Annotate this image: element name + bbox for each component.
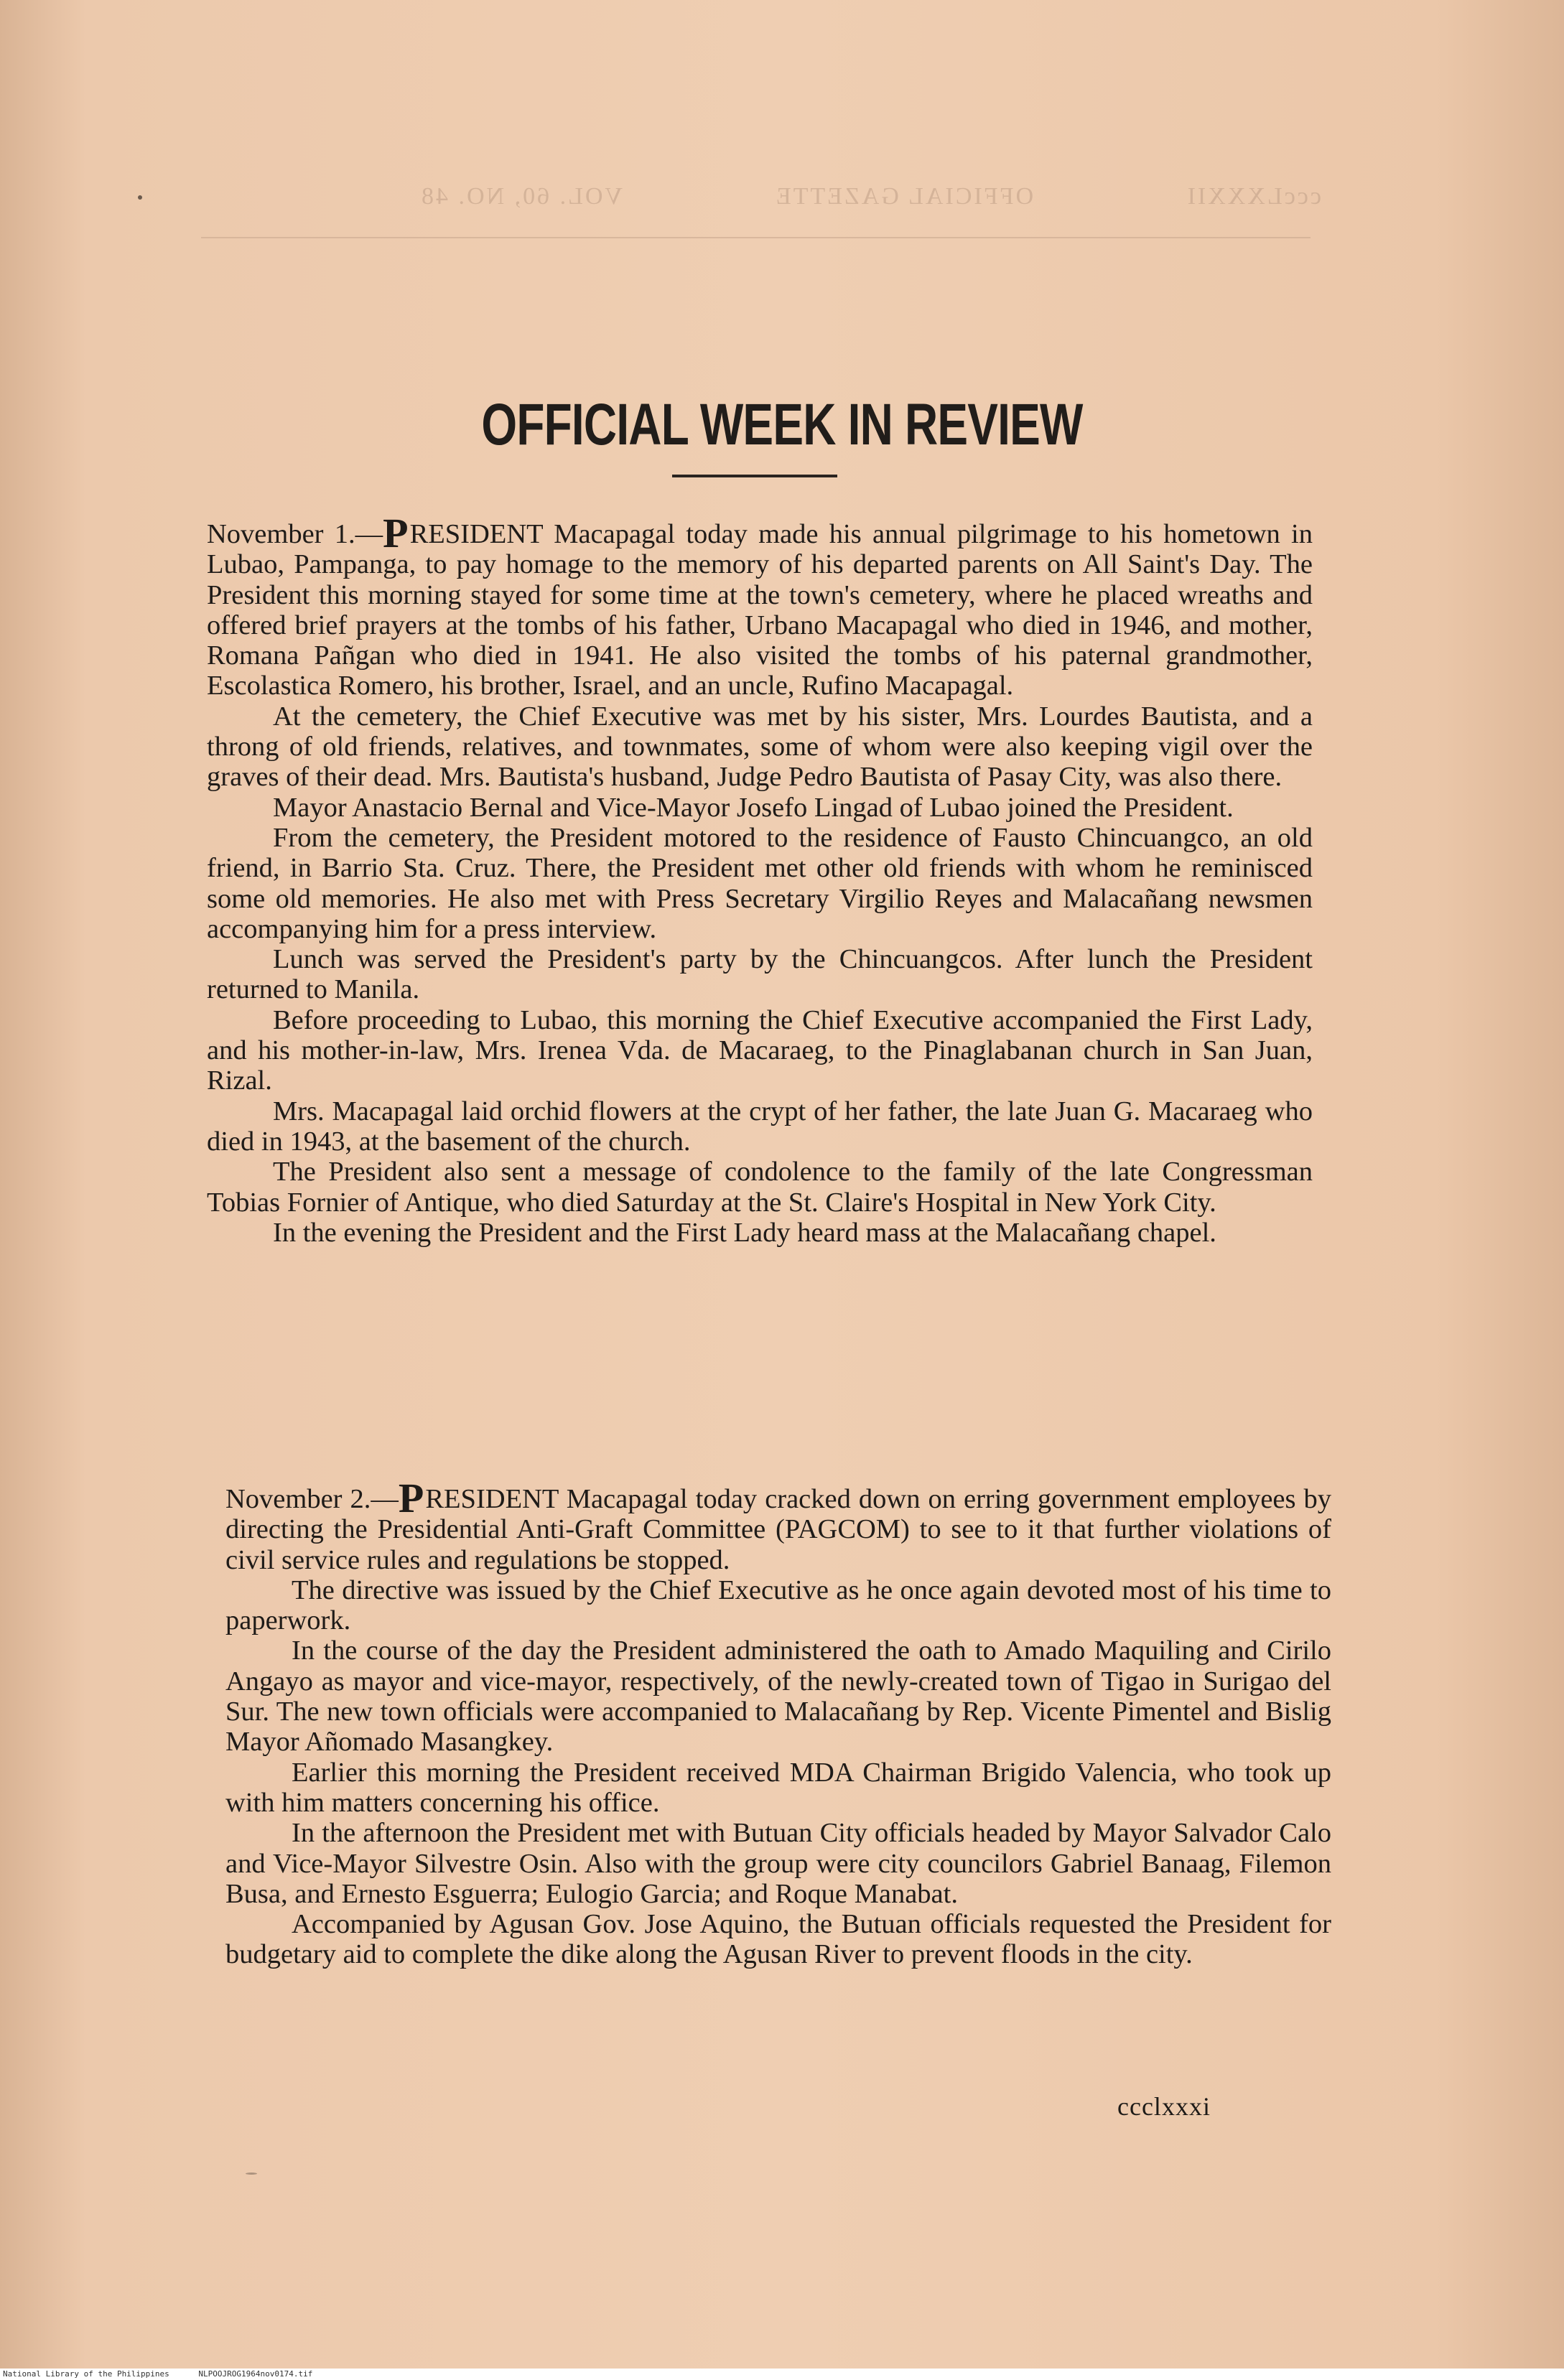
ghost-header-left: cccLXXXII bbox=[1185, 183, 1321, 210]
paragraph: Accompanied by Agusan Gov. Jose Aquino, the Butuan officials requested the President for budgetary aid to complete the dike along the Agusan River to prevent floods in the city. bbox=[225, 1909, 1331, 1970]
drop-cap: P bbox=[383, 510, 409, 556]
entry-lead-paragraph bbox=[207, 510, 1313, 701]
scan-footer bbox=[0, 2369, 1564, 2380]
paragraph: Mrs. Macapagal laid orchid flowers at the crypt of her father, the late Juan G. Macaraeg who died in 1943, at the basement of the church. bbox=[207, 1096, 1313, 1157]
page-title: OFFICIAL WEEK IN REVIEW bbox=[481, 392, 1083, 457]
footer-filename: NLPOOJROG1964nov0174.tif bbox=[198, 2369, 313, 2379]
paragraph: From the cemetery, the President motored to the residence of Fausto Chincuangco, an old friend, in Barrio Sta. Cruz. There, the President met other old friends with whom he reminisced some old memories. He also met with Press Secretary Virgilio Reyes and Malacañang newsmen accompanying him for a press interview. bbox=[207, 822, 1313, 944]
title-rule bbox=[672, 475, 837, 477]
entry-november-2 bbox=[225, 1475, 1332, 1970]
paper-speck bbox=[246, 2173, 257, 2175]
ghost-header-right: VOL. 60, NO. 48 bbox=[419, 183, 623, 210]
entry-november-1 bbox=[207, 510, 1313, 1248]
paragraph: The directive was issued by the Chief Executive as he once again devoted most of his time to paperwork. bbox=[225, 1574, 1331, 1636]
entry-date: November 2.— bbox=[225, 1484, 399, 1514]
paragraph: The President also sent a message of condolence to the family of the late Congressman Tobias Fornier of Antique, who died Saturday at the St. Claire's Hospital in New York City. bbox=[207, 1157, 1313, 1218]
ghost-header-center: OFFICIAL GAZETTE bbox=[773, 183, 1034, 210]
drop-cap: P bbox=[398, 1475, 424, 1521]
bleed-through-rule bbox=[201, 237, 1311, 238]
paragraph: Before proceeding to Lubao, this morning the Chief Executive accompanied the First Lady, and his mother-in-law, Mrs. Irenea Vda. de Macaraeg, to the Pinaglabanan church in San Juan, Rizal. bbox=[207, 1004, 1313, 1096]
footer-library: National Library of the Philippines bbox=[3, 2369, 169, 2379]
paragraph: Mayor Anastacio Bernal and Vice-Mayor Josefo Lingad of Lubao joined the President. bbox=[273, 792, 1234, 823]
paragraph: Lunch was served the President's party by the Chincuangcos. After lunch the President returned to Manila. bbox=[207, 944, 1313, 1005]
page-number: ccclxxxi bbox=[1117, 2092, 1211, 2121]
entry-lead-text: RESIDENT Macapagal today made his annual pilgrimage to his hometown in Lubao, Pampanga, to pay homage to the memory of his departed parents on All Saint's Day. The President this morning stayed for some time at the town's cemetery, where he placed wreaths and offered brief prayers at the tombs of his father, Urbano Macapagal who died in 1946, and mother, Romana Pañgan who died in 1941. He also visited the tombs of his paternal grandmother, Escolastica Romero, his brother, Israel, and an uncle, Rufino Macapagal. bbox=[207, 519, 1313, 701]
paragraph: In the afternoon the President met with Butuan City officials headed by Mayor Salvador Calo and Vice-Mayor Silvestre Osin. Also with the group were city councilors Gabriel Banaag, Filemon Busa, and Ernesto Esguerra; Eulogio Garcia; and Roque Manabat. bbox=[225, 1818, 1331, 1909]
paragraph: Earlier this morning the President received MDA Chairman Brigido Valencia, who took up with him matters concerning his office. bbox=[225, 1757, 1331, 1818]
paper-speck bbox=[138, 195, 142, 200]
paragraph: At the cemetery, the Chief Executive was met by his sister, Mrs. Lourdes Bautista, and a throng of old friends, relatives, and townmates, some of whom were also keeping vigil over the graves of their dead. Mrs. Bautista's husband, Judge Pedro Bautista of Pasay City, was also there. bbox=[207, 701, 1313, 793]
paragraph: In the evening the President and the First Lady heard mass at the Malacañang chapel. bbox=[273, 1217, 1216, 1248]
entry-lead-paragraph bbox=[225, 1475, 1332, 1575]
entry-lead-text: RESIDENT Macapagal today cracked down on erring government employees by directing the Presidential Anti-Graft Committee (PAGCOM) to see to it that further violations of civil service rules and regulations be stopped. bbox=[225, 1484, 1332, 1575]
paragraph: In the course of the day the President administered the oath to Amado Maquiling and Cirilo Angayo as mayor and vice-mayor, respectively, of the newly-created town of Tigao in Surigao del Sur. The new town officials were accompanied to Malacañang by Rep. Vicente Pimentel and Bislig Mayor Añomado Masangkey. bbox=[225, 1635, 1331, 1758]
entry-date: November 1.— bbox=[207, 519, 383, 549]
bleed-through-header bbox=[201, 183, 1321, 226]
